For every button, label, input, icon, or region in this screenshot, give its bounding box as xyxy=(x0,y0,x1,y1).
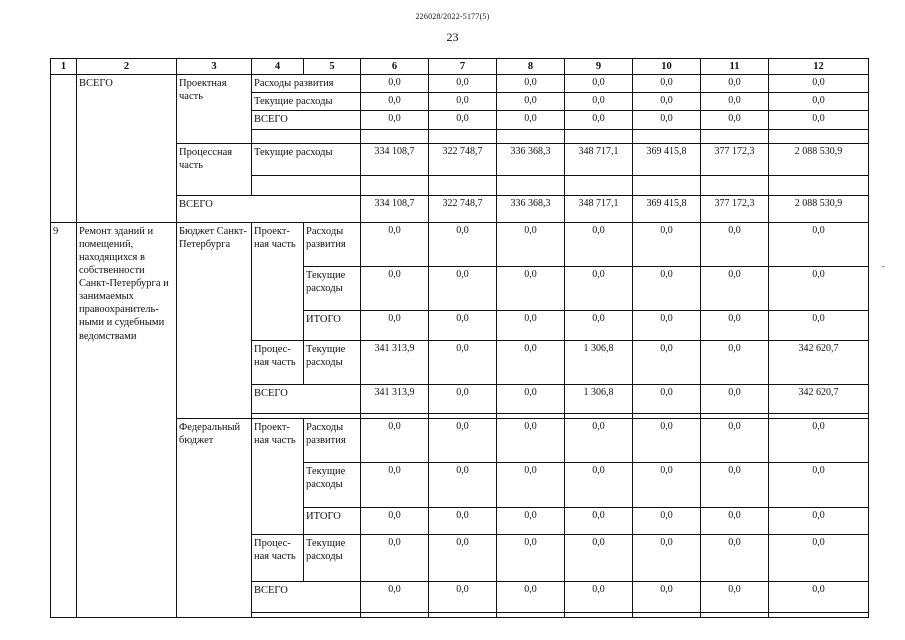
value-cell: 2 088 530,9 xyxy=(769,143,869,175)
spacer-cell xyxy=(252,612,361,617)
value-cell: 0,0 xyxy=(565,462,633,507)
value-cell: 0,0 xyxy=(633,507,701,534)
value-cell: 0,0 xyxy=(361,111,429,129)
value-cell: 341 313,9 xyxy=(361,340,429,384)
value-cell: 0,0 xyxy=(497,222,565,266)
value-cell: 0,0 xyxy=(429,111,497,129)
value-cell: 0,0 xyxy=(769,310,869,340)
value-cell: 0,0 xyxy=(633,222,701,266)
spacer-cell xyxy=(429,175,497,195)
value-cell: 0,0 xyxy=(497,111,565,129)
part-label: Проектная часть xyxy=(177,75,252,143)
spacer-cell xyxy=(769,129,869,143)
spacer-cell xyxy=(497,129,565,143)
expense-type-label: Текущие расходы xyxy=(304,534,361,581)
expense-type-label: Текущие расходы xyxy=(304,462,361,507)
expense-type-label: Расходы развития xyxy=(304,222,361,266)
value-cell: 0,0 xyxy=(361,462,429,507)
value-cell: 342 620,7 xyxy=(769,384,869,413)
budget-label: Федеральный бюджет xyxy=(177,418,252,617)
table-row xyxy=(51,222,869,266)
part-label: Процес-ная часть xyxy=(252,534,304,581)
document-number: 226028/2022-5177(5) xyxy=(415,12,490,21)
value-cell: 0,0 xyxy=(361,93,429,111)
value-cell: 0,0 xyxy=(769,266,869,310)
value-cell: 0,0 xyxy=(429,418,497,462)
value-cell: 341 313,9 xyxy=(361,384,429,413)
value-cell: 0,0 xyxy=(701,111,769,129)
value-cell: 0,0 xyxy=(633,266,701,310)
part-label: Проект-ная часть xyxy=(252,418,304,534)
spacer-cell xyxy=(633,612,701,617)
value-cell: 0,0 xyxy=(769,418,869,462)
row-number-cell xyxy=(51,75,77,222)
spacer-cell xyxy=(429,612,497,617)
value-cell: 377 172,3 xyxy=(701,195,769,222)
value-cell: 0,0 xyxy=(565,534,633,581)
value-cell: 0,0 xyxy=(497,581,565,612)
value-cell: 369 415,8 xyxy=(633,195,701,222)
value-cell: 0,0 xyxy=(769,75,869,93)
page-number: 23 xyxy=(446,30,459,44)
value-cell: 0,0 xyxy=(769,111,869,129)
spacer-cell xyxy=(701,175,769,195)
total-label: ВСЕГО xyxy=(252,111,361,129)
row-name-cell: ВСЕГО xyxy=(77,75,177,222)
spacer-cell xyxy=(429,129,497,143)
spacer-cell xyxy=(361,612,429,617)
value-cell: 0,0 xyxy=(361,310,429,340)
value-cell: 0,0 xyxy=(497,310,565,340)
value-cell: 0,0 xyxy=(497,93,565,111)
row-number-cell: 9 xyxy=(51,222,77,617)
value-cell: 0,0 xyxy=(361,581,429,612)
value-cell: 0,0 xyxy=(429,222,497,266)
value-cell: 322 748,7 xyxy=(429,195,497,222)
value-cell: 0,0 xyxy=(769,507,869,534)
column-header: 5 xyxy=(304,59,361,75)
expense-type-label: Текущие расходы xyxy=(252,93,361,111)
value-cell: 0,0 xyxy=(769,93,869,111)
value-cell: 322 748,7 xyxy=(429,143,497,175)
value-cell: 0,0 xyxy=(769,462,869,507)
total-label: ВСЕГО xyxy=(177,195,361,222)
value-cell: 336 368,3 xyxy=(497,195,565,222)
spacer-cell xyxy=(565,129,633,143)
value-cell: 0,0 xyxy=(701,581,769,612)
value-cell: 0,0 xyxy=(497,266,565,310)
value-cell: 0,0 xyxy=(565,222,633,266)
spacer-cell xyxy=(252,129,361,143)
value-cell: 0,0 xyxy=(429,534,497,581)
column-header: 11 xyxy=(701,59,769,75)
value-cell: 1 306,8 xyxy=(565,384,633,413)
value-cell: 0,0 xyxy=(565,581,633,612)
budget-label: Бюджет Санкт-Петербурга xyxy=(177,222,252,418)
value-cell: 0,0 xyxy=(769,581,869,612)
value-cell: 0,0 xyxy=(497,340,565,384)
value-cell: 0,0 xyxy=(633,534,701,581)
value-cell: 0,0 xyxy=(429,266,497,310)
value-cell: 0,0 xyxy=(565,93,633,111)
spacer-cell xyxy=(769,612,869,617)
value-cell: 2 088 530,9 xyxy=(769,195,869,222)
value-cell: 0,0 xyxy=(701,384,769,413)
value-cell: 0,0 xyxy=(633,462,701,507)
value-cell: 0,0 xyxy=(565,310,633,340)
spacer-cell xyxy=(252,175,361,195)
value-cell: 0,0 xyxy=(497,75,565,93)
value-cell: 0,0 xyxy=(633,581,701,612)
value-cell: 0,0 xyxy=(497,462,565,507)
column-header: 12 xyxy=(769,59,869,75)
table-row xyxy=(51,75,869,93)
expense-type-label: Текущие расходы xyxy=(304,340,361,384)
value-cell: 0,0 xyxy=(701,340,769,384)
column-header: 6 xyxy=(361,59,429,75)
column-header: 8 xyxy=(497,59,565,75)
spacer-cell xyxy=(633,175,701,195)
value-cell: 0,0 xyxy=(361,507,429,534)
value-cell: 1 306,8 xyxy=(565,340,633,384)
value-cell: 0,0 xyxy=(633,111,701,129)
value-cell: 0,0 xyxy=(429,384,497,413)
value-cell: 0,0 xyxy=(701,534,769,581)
value-cell: 0,0 xyxy=(429,581,497,612)
value-cell: 369 415,8 xyxy=(633,143,701,175)
value-cell: 0,0 xyxy=(497,384,565,413)
value-cell: 0,0 xyxy=(565,507,633,534)
value-cell: 0,0 xyxy=(701,75,769,93)
column-header: 4 xyxy=(252,59,304,75)
value-cell: 0,0 xyxy=(429,462,497,507)
value-cell: 0,0 xyxy=(633,340,701,384)
column-header: 7 xyxy=(429,59,497,75)
expense-type-label: Расходы развития xyxy=(252,75,361,93)
value-cell: 0,0 xyxy=(361,266,429,310)
value-cell: 0,0 xyxy=(701,462,769,507)
value-cell: 0,0 xyxy=(769,534,869,581)
value-cell: 0,0 xyxy=(429,340,497,384)
total-label: ВСЕГО xyxy=(252,384,361,413)
value-cell: 0,0 xyxy=(565,75,633,93)
value-cell: 0,0 xyxy=(429,93,497,111)
column-header: 2 xyxy=(77,59,177,75)
column-header: 9 xyxy=(565,59,633,75)
margin-mark: - xyxy=(882,262,885,271)
value-cell: 377 172,3 xyxy=(701,143,769,175)
value-cell: 334 108,7 xyxy=(361,195,429,222)
value-cell: 0,0 xyxy=(565,266,633,310)
spacer-cell xyxy=(361,175,429,195)
expense-type-label: Расходы развития xyxy=(304,418,361,462)
value-cell: 0,0 xyxy=(769,222,869,266)
value-cell: 0,0 xyxy=(361,75,429,93)
value-cell: 0,0 xyxy=(633,384,701,413)
spacer-cell xyxy=(565,175,633,195)
value-cell: 334 108,7 xyxy=(361,143,429,175)
column-header: 3 xyxy=(177,59,252,75)
value-cell: 342 620,7 xyxy=(769,340,869,384)
value-cell: 336 368,3 xyxy=(497,143,565,175)
spacer-cell xyxy=(497,612,565,617)
value-cell: 0,0 xyxy=(429,75,497,93)
value-cell: 0,0 xyxy=(633,75,701,93)
itogo-label: ИТОГО xyxy=(304,310,361,340)
table-row xyxy=(51,59,869,75)
value-cell: 0,0 xyxy=(633,310,701,340)
value-cell: 0,0 xyxy=(497,507,565,534)
value-cell: 0,0 xyxy=(429,507,497,534)
column-header: 1 xyxy=(51,59,77,75)
spacer-cell xyxy=(633,129,701,143)
row-name-cell: Ремонт зданий и помещений, находящихся в собственности Санкт-Петербурга и занимаемых правоохранитель-ными и судебными ведомствами xyxy=(77,222,177,617)
spacer-cell xyxy=(361,129,429,143)
part-label: Проект-ная часть xyxy=(252,222,304,340)
expense-type-label: Текущие расходы xyxy=(304,266,361,310)
value-cell: 0,0 xyxy=(633,418,701,462)
value-cell: 0,0 xyxy=(565,111,633,129)
spacer-cell xyxy=(701,129,769,143)
value-cell: 0,0 xyxy=(701,222,769,266)
value-cell: 0,0 xyxy=(497,534,565,581)
part-label: Процес-ная часть xyxy=(252,340,304,384)
column-header: 10 xyxy=(633,59,701,75)
budget-table xyxy=(50,58,869,618)
value-cell: 0,0 xyxy=(701,266,769,310)
part-label: Процессная часть xyxy=(177,143,252,195)
value-cell: 348 717,1 xyxy=(565,143,633,175)
itogo-label: ИТОГО xyxy=(304,507,361,534)
value-cell: 0,0 xyxy=(565,418,633,462)
value-cell: 0,0 xyxy=(361,418,429,462)
expense-type-label: Текущие расходы xyxy=(252,143,361,175)
spacer-cell xyxy=(769,175,869,195)
spacer-cell xyxy=(701,612,769,617)
value-cell: 0,0 xyxy=(361,222,429,266)
value-cell: 0,0 xyxy=(429,310,497,340)
value-cell: 0,0 xyxy=(701,310,769,340)
value-cell: 0,0 xyxy=(701,507,769,534)
value-cell: 348 717,1 xyxy=(565,195,633,222)
value-cell: 0,0 xyxy=(701,418,769,462)
value-cell: 0,0 xyxy=(633,93,701,111)
spacer-cell xyxy=(497,175,565,195)
value-cell: 0,0 xyxy=(701,93,769,111)
value-cell: 0,0 xyxy=(497,418,565,462)
total-label: ВСЕГО xyxy=(252,581,361,612)
spacer-cell xyxy=(565,612,633,617)
value-cell: 0,0 xyxy=(361,534,429,581)
